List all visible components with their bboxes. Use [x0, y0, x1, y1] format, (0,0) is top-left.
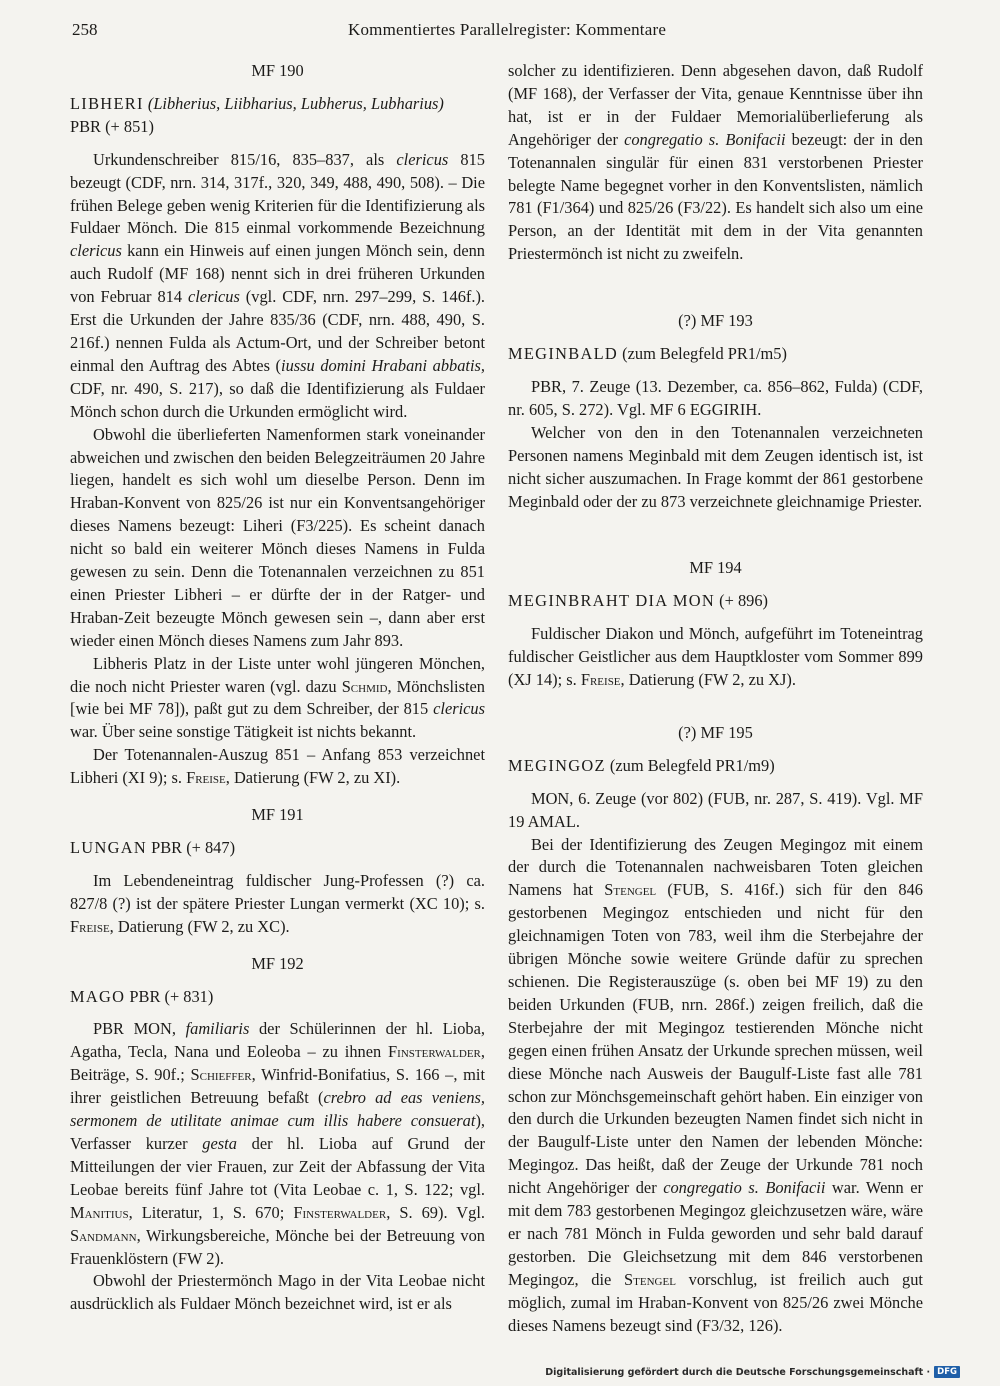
paragraph: Obwohl die überlieferten Namenformen stark voneinander abweichen und zwischen den beiden Belegzeiträumen 20 Jahre liegen, handelt es sich wohl um dieselbe Person. Denn im Hraban-Konvent von 825/26 ist nur ein Konventsangehöriger dieses Namens bezeugt: Liheri (F3/225). Es scheint danach nicht so bald ein weiterer Mönch dieses Namens in Fulda gewesen zu sein. Denn die Totenannalen verzeichnen zu 851 einen Priester Libheri – er dürfte der in der Ratger- und Hraban-Zeit bezeugte Mönch gewesen sein –, dann aber erst wieder einen Mönch dieses Namens zum Jahr 893. — [70, 424, 485, 650]
lemma-name: LIBHERI — [70, 93, 144, 113]
dfg-logo-icon: DFG — [934, 1366, 960, 1378]
lemma-status: PBR (+ 851) — [70, 116, 154, 136]
lemma-name: LUNGAN — [70, 838, 147, 857]
entry-number-mf194: MF 194 — [689, 558, 742, 578]
lemma-mf193 — [508, 343, 923, 366]
lemma-name: MEGINBALD — [508, 344, 619, 364]
lemma-status: (+ 896) — [719, 591, 768, 611]
page-number: 258 — [72, 20, 98, 39]
entry-number-mf190: MF 190 — [251, 61, 304, 80]
lemma-mf191 — [70, 837, 485, 860]
paragraph: Welcher von den in den Totenannalen verzeichneten Personen namens Meginbald mit dem Zeugen identisch ist, ist nicht sicher auszumachen. In Frage kommt der 861 gestorbene Meginbald oder der zu 873 verzeichnete gleichnamige Priester. — [508, 422, 923, 511]
paragraph: Libheris Platz in der Liste unter wohl jüngeren Mönchen, die noch nicht Priester waren (vgl. dazu Schmid, Mönchslisten [wie bei MF 78]), paßt gut zu dem Schreiber, der 815 clericus war. Über seine sonstige Tätigkeit ist nichts bekannt. — [70, 653, 485, 742]
lemma-mf192 — [70, 986, 485, 1009]
lemma-name: MEGINGOZ — [508, 755, 606, 775]
entry-number-mf193: (?) MF 193 — [678, 311, 753, 331]
paragraph: PBR MON, familiaris der Schülerinnen der hl. Lioba, Agatha, Tecla, Nana und Eoleoba – zu ihnen Finsterwalder, Beiträge, S. 90f.; Schieffer, Winfrid-Bonifatius, S. 166 –, mit ihrer geistlichen Betreuung befaßt (crebro ad eas veniens, sermonem de utilitate animae cum illis habere consuerat), Verfasser kurzer gesta der hl. Lioba auf Grund der Mitteilungen der vier Frauen, zur Zeit der Abfassung der Vita Leobae bereits fünf Jahre tot (Vita Leobae c. 1, S. 122; vgl. Manitius, Literatur, 1, S. 670; Finsterwalder, S. 69). Vgl. Sandmann, Wirkungsbereiche, Mönche bei der Betreuung von Frauenklöstern (FW 2). — [70, 1019, 485, 1268]
lemma-status: (zum Belegfeld PR1/m9) — [609, 755, 775, 775]
running-head: Kommentiertes Parallelregister: Kommentare — [348, 20, 667, 39]
lemma-mf190 — [70, 93, 485, 139]
paragraph-continued: solcher zu identifizieren. Denn abgesehen davon, daß Rudolf (MF 168), der Verfasser der Vita, genaue Kenntnisse über ihn hat, ist er in der Fuldaer Memorialüberlieferung als Angehöriger der congregatio s. Bonifacii bezeugt: der in den Totenannalen singulär für einen 831 verstorbenen Priester belegte Name begegnet vorher in den Konventslisten, nämlich 781 (F1/364) und 825/26 (F3/22). Es handelt sich also um eine Person, an der Identität mit dem in der Vita genannten Priestermönch ist nicht zu zweifeln. — [508, 61, 923, 264]
lemma-variants: (Libherius, Liibharius, Lubherus, Lubharius) — [147, 93, 444, 113]
paragraph: Bei der Identifizierung des Zeugen Megingoz mit einem der durch die Totenannalen nachweisbaren Toten gleichen Namens hat Stengel (FUB, S. 416f.) sich für den 846 gestorbenen Megingoz entschieden und nicht für den gleichnamigen Toten von 783, weil ihm die Sterbejahre der übrigen Mönche sowie weitere Gründe dafür zu sprechen schienen. Die Registerauszüge (s. oben bei MF 19) zu den beiden Urkunden (FUB, nrn. 286f.) zeigen freilich, daß die Sterbejahre der mit Megingoz testierenden Mönche nicht gegen einen frühen Ansatz der Urkunde sprechen müssen, weil diese Mönche nach Ausweis der Baugulf-Liste fast alle 781 schon zur Mönchsgemeinschaft gehört haben. Ein einziger von den durch die Urkunden bezeugten Namen findet sich nicht in der Baugulf-Liste unter den Namen der lebenden Mönche: Megingoz. Das heißt, daß der Zeuge der Urkunde 781 noch nicht Angehöriger der congregatio s. Bonifacii war. Wenn er mit dem 783 gestorbenen Megingoz gleichzusetzen wäre, wäre er nach 781 Mönch in Fulda geworden und sehr bald darauf gestorben. Die Gleichsetzung mit dem 846 verstorbenen Megingoz, die Stengel vorschlug, ist freilich auch gut möglich, zumal im Hraban-Konvent von 825/26 zwei Mönche dieses Namens bezeugt sind (F3/32, 126). — [508, 834, 923, 1335]
paragraph: Urkundenschreiber 815/16, 835–837, als clericus 815 bezeugt (CDF, nrn. 314, 317f., 320, 349, 488, 490, 508). – Die frühen Belege geben wenig Kriterien für die Identifizierung als Fuldaer Mönch. Die 815 einmal vorkommende Bezeichnung clericus kann ein Hinweis auf einen jungen Mönch sein, denn auch Rudolf (MF 168) nennt sich in drei früheren Urkunden von Februar 814 clericus (vgl. CDF, nrn. 297–299, S. 146f.). Erst die Urkunden der Jahre 835/36 (CDF, nrn. 488, 490, S. 216f.) nennen Fulda als Actum-Ort, und der Schreiber betont einmal den Auftrag des Abtes (iussu domini Hrabani abbatis, CDF, nr. 490, S. 217), so daß die Identifizierung als Fuldaer Mönch schon durch die Urkunden ermöglicht wird. — [70, 149, 485, 421]
entry-number-mf195: (?) MF 195 — [678, 722, 753, 742]
paragraph: Fuldischer Diakon und Mönch, aufgeführt im Toteneintrag fuldischer Geistlicher aus dem Hauptkloster vom Sommer 899 (XJ 14); s. Freise, Datierung (FW 2, zu XJ). — [508, 624, 923, 690]
digitization-credit — [545, 1366, 960, 1378]
paragraph: Obwohl der Priestermönch Mago in der Vita Leobae nicht ausdrücklich als Fuldaer Mönch bezeichnet wird, ist er als — [70, 1271, 485, 1314]
credit-text: Digitalisierung gefördert durch die Deutsche Forschungsgemeinschaft · — [545, 1366, 931, 1378]
paragraph: MON, 6. Zeuge (vor 802) (FUB, nr. 287, S. 419). Vgl. MF 19 AMAL. — [508, 788, 923, 831]
paragraph: PBR, 7. Zeuge (13. Dezember, ca. 856–862, Fulda) (CDF, nr. 605, S. 272). Vgl. MF 6 EGGIRIH. — [508, 376, 923, 419]
lemma-status: (zum Belegfeld PR1/m5) — [622, 344, 787, 364]
lemma-status: PBR (+ 847) — [151, 838, 236, 857]
lemma-name: MEGINBRAHT DIA MON — [508, 591, 716, 611]
paragraph: Im Lebendeneintrag fuldischer Jung-Professen (?) ca. 827/8 (?) ist der spätere Priester Lungan vermerkt (XC 10); s. Freise, Datierung (FW 2, zu XC). — [70, 870, 485, 936]
lemma-mf195 — [508, 755, 923, 778]
lemma-name: MAGO — [70, 986, 126, 1006]
left-column — [70, 60, 485, 1316]
lemma-status: PBR (+ 831) — [129, 986, 214, 1006]
right-column — [508, 60, 923, 1338]
entry-number-mf192: MF 192 — [251, 953, 304, 973]
entry-number-mf191: MF 191 — [251, 805, 304, 825]
page-header — [0, 20, 1000, 46]
paragraph: Der Totenannalen-Auszug 851 – Anfang 853 verzeichnet Libheri (XI 9); s. Freise, Datierung (FW 2, zu XI). — [70, 745, 485, 788]
lemma-mf194 — [508, 590, 923, 613]
